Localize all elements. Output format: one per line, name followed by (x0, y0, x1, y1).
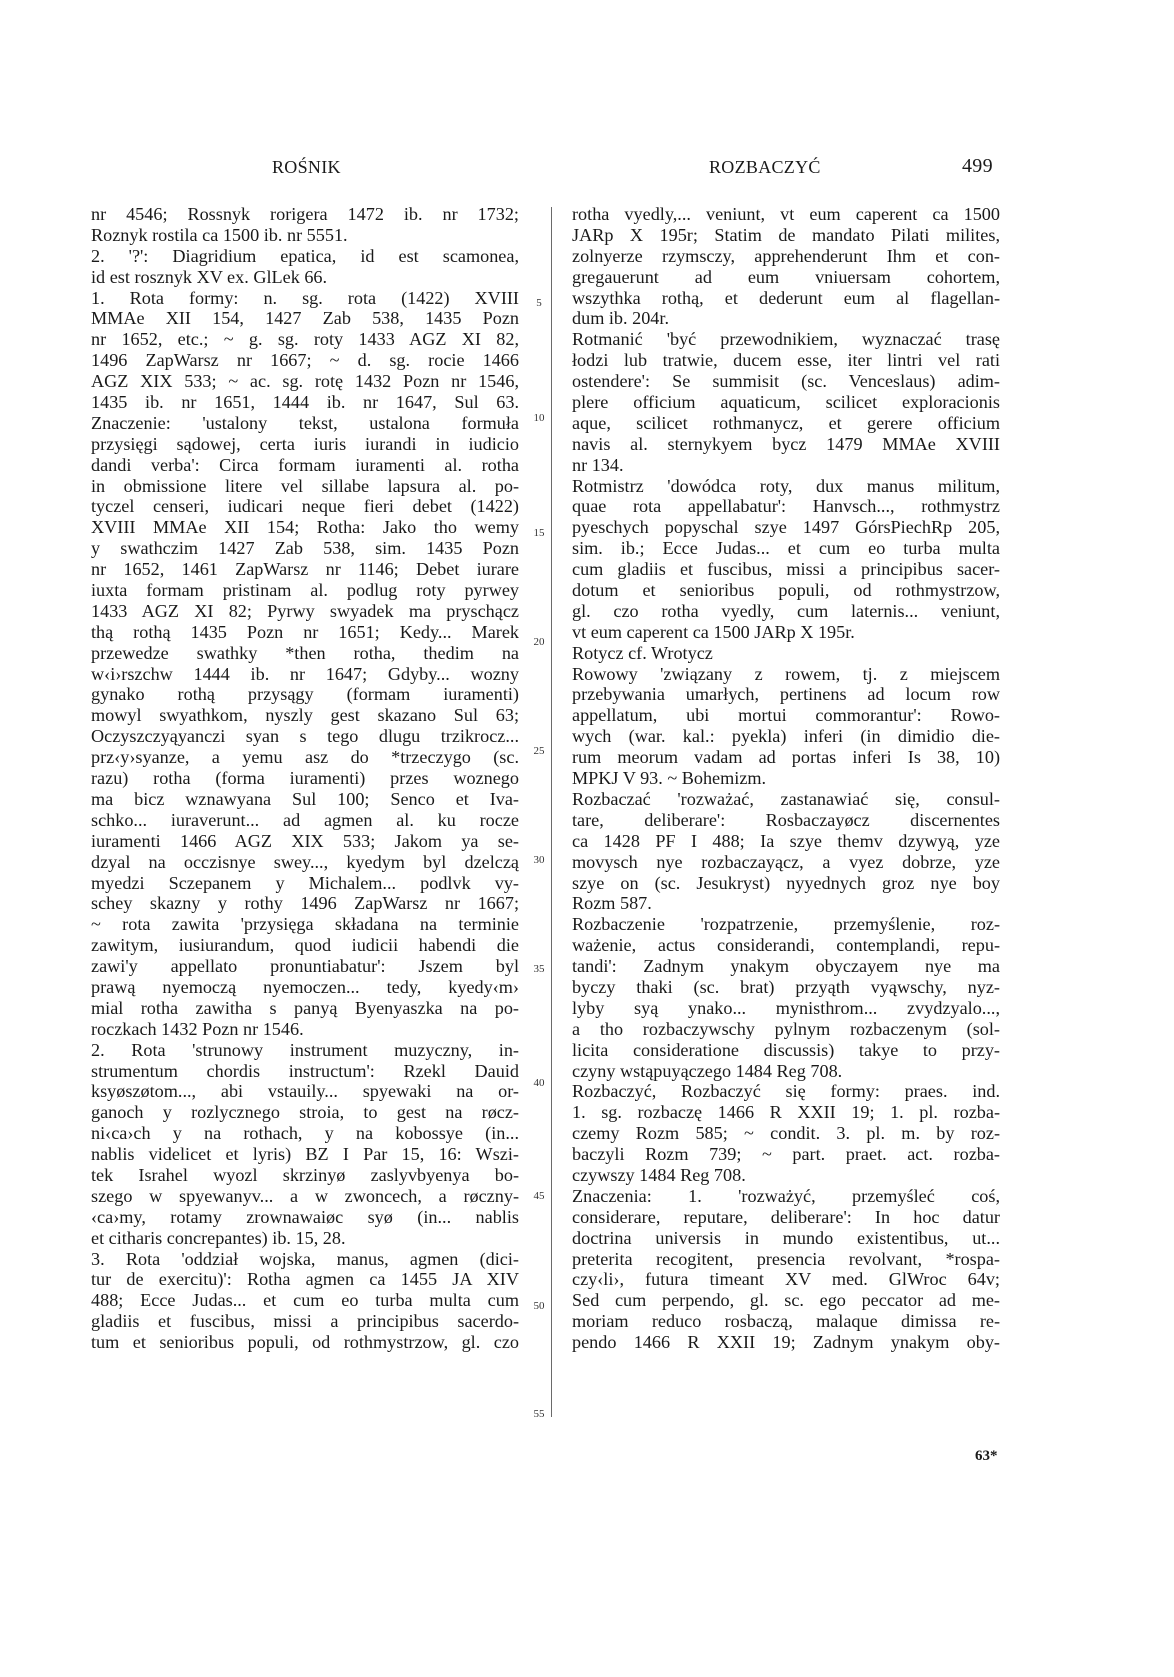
text-line: ‹ca›my, rotamy zrownawaiøc syø (in... nablis (91, 1206, 519, 1227)
text-line: rotha vyedly,... veniunt, vt eum caperent ca 1500 (572, 204, 1000, 224)
text-line: ma bicz wznawyana Sul 100; Senco et Iva- (91, 788, 519, 809)
text-line: sim. ib.; Ecce Judas... et cum eo turba multa (572, 538, 1000, 559)
text-line: vt eum caperent ca 1500 JARp X 195r. (572, 621, 855, 642)
text-line: licita consideratione discussis) takye to przy- (572, 1039, 1000, 1060)
text-line: 1. sg. rozbaczę 1466 R XXII 19; 1. pl. rozba- (572, 1102, 1000, 1123)
text-line: gl. czo rotha vyedly, cum laternis... veniunt, (572, 600, 1000, 621)
text-line: y swathczim 1427 Zab 538, sim. 1435 Pozn (91, 538, 519, 559)
left-column (91, 204, 519, 1353)
text-line: movysch nye rozbaczayącz, a vyez dobrze, yze (572, 851, 1000, 872)
text-line: ca 1428 PF I 488; Ia szye themv dzywyą, yze (572, 830, 1000, 851)
text-line: przysięgi sądowej, certa iuris iurandi in iudicio (91, 433, 519, 454)
text-line: pyeschych popyschal szye 1497 GórsPiechRp 205, (572, 517, 1000, 538)
line-number: 15 (533, 527, 545, 539)
line-number: 35 (533, 963, 545, 975)
text-line: considerare, reputare, deliberare': In hoc datur (572, 1206, 1000, 1227)
text-line: JARp X 195r; Statim de mandato Pilati milites, (572, 224, 1000, 245)
text-line: Rozbaczyć, Rozbaczyć się formy: praes. ind. (572, 1081, 1000, 1102)
text-line: nr 1652, 1461 ZapWarsz nr 1146; Debet iurare (91, 559, 519, 580)
text-line: 1496 ZapWarsz nr 1667; ~ d. sg. rocie 1466 (91, 350, 519, 371)
text-line: nablis videlicet et lyris) BZ I Par 15, 16: Wszi- (91, 1144, 519, 1165)
text-line: ni‹ca›ch y na rothach, y na kobossye (in... (91, 1123, 519, 1144)
text-line: Rozm 587. (572, 893, 652, 914)
text-line: Roznyk rostila ca 1500 ib. nr 5551. (91, 224, 348, 245)
text-line: XVIII MMAe XII 154; Rotha: Jako tho wemy (91, 517, 519, 538)
text-line: dandi verba': Circa formam iuramenti al. rotha (91, 454, 519, 475)
text-line: nr 134. (572, 454, 624, 475)
running-head-left: ROŚNIK (272, 157, 341, 177)
text-line: schey skazny y rothy 1496 ZapWarsz nr 1667; (91, 893, 519, 914)
text-line: gladiis et fuscibus, missi a principibus sacerdo- (91, 1311, 519, 1332)
line-number: 40 (533, 1077, 545, 1089)
line-number: 25 (533, 745, 545, 757)
text-line: rum meorum vadam ad portas inferi Is 38, 10) (572, 747, 1000, 768)
line-number: 5 (536, 297, 542, 309)
text-line: ~ rota zawita 'przysięga składana na terminie (91, 914, 519, 935)
text-line: tare, deliberare': Rosbaczayøcz discernentes (572, 809, 1000, 830)
text-line: MMAe XII 154, 1427 Zab 538, 1435 Pozn (91, 308, 519, 329)
text-line: Rotmistrz 'dowódca roty, dux manus militum, (572, 475, 1000, 496)
text-line: mial rotha zawitha s panyą Byenyaszka na po- (91, 997, 519, 1018)
text-line: Rotycz cf. Wrotycz (572, 642, 713, 663)
text-line: roczkach 1432 Pozn nr 1546. (91, 1018, 304, 1039)
line-number: 10 (533, 412, 545, 424)
text-line: Rozbaczać 'rozważać, zastanawiać się, consul- (572, 788, 1000, 809)
text-line: pendo 1466 R XXII 19; Zadnym ynakym oby- (572, 1332, 1000, 1353)
text-line: dotum et senioribus populi, od rothmystrzow, (572, 580, 1000, 601)
text-line: nr 1652, etc.; ~ g. sg. roty 1433 AGZ XI 82, (91, 329, 519, 350)
text-line: cum gladiis et fuscibus, missi a principibus sacer- (572, 559, 1000, 580)
text-line: 3. Rota 'oddział wojska, manus, agmen (dici- (91, 1248, 519, 1269)
text-line: a tho rozbaczywschy pylnym rozbaczenym (sol- (572, 1018, 1000, 1039)
text-line: thą rothą 1435 Pozn nr 1651; Kedy... Marek (91, 621, 519, 642)
text-line: nr 4546; Rossnyk rorigera 1472 ib. nr 1732; (91, 204, 519, 224)
text-line: ganoch y rozlycznego stroia, to gest na røcz- (91, 1102, 519, 1123)
text-line: strumentum chordis instructum': Rzekl Dauid (91, 1060, 519, 1081)
text-line: myedzi Sczepanem y Michalem... podlvk vy- (91, 872, 519, 893)
column-divider (551, 207, 552, 1417)
text-line: iuramenti 1466 AGZ XIX 533; Jakom ya se- (91, 830, 519, 851)
text-line: 2. Rota 'strunowy instrument muzyczny, in- (91, 1039, 519, 1060)
text-line: czyny wstąpuyączego 1484 Reg 708. (572, 1060, 843, 1081)
text-line: id est rosznyk XV ex. GlLek 66. (91, 266, 328, 287)
text-line: AGZ XIX 533; ~ ac. sg. rotę 1432 Pozn nr 1546, (91, 371, 519, 392)
text-line: 488; Ecce Judas... et cum eo turba multa cum (91, 1290, 519, 1311)
page-number: 499 (962, 155, 993, 177)
text-line: et citharis concrepantes) ib. 15, 28. (91, 1227, 346, 1248)
text-line: wych (war. kal.: pyekla) inferi (in dimidio die- (572, 726, 1000, 747)
text-line: aque, scilicet rothmanycz, et gerere officium (572, 412, 1000, 433)
text-line: plere officium aquaticum, scilicet exploracionis (572, 392, 1000, 413)
text-line: appellatum, ubi mortui commorantur': Rowo- (572, 705, 1000, 726)
text-line: iuxta formam pristinam al. podlug roty pyrwey (91, 580, 519, 601)
text-line: 1. Rota formy: n. sg. rota (1422) XVIII (91, 287, 519, 308)
text-line: 1433 AGZ XI 82; Pyrwy swyadek ma pryschącz (91, 600, 519, 621)
text-line: czy‹li›, futura timeant XV med. GlWroc 64v; (572, 1269, 1000, 1290)
text-line: prz‹y›syanze, a yemu asz do *trzeczygo (sc. (91, 747, 519, 768)
text-line: tandi': Zadnym ynakym obyczayem nye ma (572, 956, 1000, 977)
text-line: Rotmanić 'być przewodnikiem, wyznaczać trasę (572, 329, 1000, 350)
text-line: czywszy 1484 Reg 708. (572, 1164, 746, 1185)
text-line: preterita recogitent, presencia revolvant, *rospa- (572, 1248, 1000, 1269)
text-line: Rowowy 'związany z rowem, tj. z miejscem (572, 663, 1000, 684)
text-line: szye on (sc. Jesukryst) nyyednych groz nye boy (572, 872, 1000, 893)
line-number: 50 (533, 1300, 545, 1312)
text-line: navis al. sternykyem bycz 1479 MMAe XVIII (572, 433, 1000, 454)
text-line: mowyl swyathkom, nyszly gest skazano Sul 63; (91, 705, 519, 726)
text-line: tek Israhel wyozl skrzinyø zaslyvbyenya bo- (91, 1164, 519, 1185)
line-number: 45 (533, 1190, 545, 1202)
running-head-right: ROZBACZYĆ (709, 157, 821, 177)
text-line: Oczyszczyąyanczi syan s tego dlugu trzikrocz... (91, 726, 519, 747)
text-line: przebywania umarłych, pertinens ad locum row (572, 684, 1000, 705)
line-number: 30 (533, 854, 545, 866)
text-line: tum et senioribus populi, od rothmystrzow, gl. czo (91, 1332, 519, 1353)
text-line: quae rota appellabatur': Hanvsch..., rothmystrz (572, 496, 1000, 517)
text-line: Znaczenie: 'ustalony tekst, ustalona formuła (91, 412, 519, 433)
text-line: schko... iuraverunt... ad agmen al. ku rocze (91, 809, 519, 830)
text-line: razu) rotha (forma iuramenti) przes woznego (91, 768, 519, 789)
text-line: ważenie, actus considerandi, contemplandi, repu- (572, 935, 1000, 956)
text-line: gynako rothą przysągy (formam iuramenti) (91, 684, 519, 705)
text-line: baczyli Rozm 739; ~ part. praet. act. rozba- (572, 1144, 1000, 1165)
text-line: Sed cum perpendo, gl. sc. ego peccator ad me- (572, 1290, 1000, 1311)
text-line: tur de exercitu)': Rotha agmen ca 1455 JA XIV (91, 1269, 519, 1290)
text-line: ksyøszøtom..., abi vstauily... spyewaki na or- (91, 1081, 519, 1102)
text-line: Znaczenia: 1. 'rozważyć, przemyśleć coś, (572, 1185, 1000, 1206)
text-line: dum ib. 204r. (572, 308, 670, 329)
text-line: 2. '?': Diagridium epatica, id est scamonea, (91, 245, 519, 266)
text-line: szego w spyewanyv... a w zwoncech, a røczny- (91, 1185, 519, 1206)
text-line: tyczel censeri, iudicari neque fieri debet (1422) (91, 496, 519, 517)
text-line: in obmissione litere vel sillabe lapsura al. po- (91, 475, 519, 496)
line-number: 55 (533, 1408, 545, 1420)
text-line: przewedze swathky *then rotha, thedim na (91, 642, 519, 663)
signature-mark: 63* (975, 1448, 998, 1464)
text-line: moriam reduco rosbaczą, malaque dimissa re- (572, 1311, 1000, 1332)
text-line: wszythka rothą, et dederunt eum al flagellan- (572, 287, 1000, 308)
text-line: lyby syą ynako... mynisthrom... zvydzyalo..., (572, 997, 1000, 1018)
text-line: prawą nyemoczą nyemoczen... tedy, kyedy‹m› (91, 976, 519, 997)
right-column (572, 204, 1000, 1353)
text-line: zawi'y appellato pronuntiabatur': Jszem byl (91, 956, 519, 977)
text-line: zawitym, iusiurandum, quod iudicii habendi die (91, 935, 519, 956)
line-number: 20 (533, 636, 545, 648)
text-line: Rozbaczenie 'rozpatrzenie, przemyślenie, roz- (572, 914, 1000, 935)
text-line: 1435 ib. nr 1651, 1444 ib. nr 1647, Sul 63. (91, 392, 519, 413)
text-line: MPKJ V 93. ~ Bohemizm. (572, 768, 767, 789)
text-line: doctrina universis in mundo existentibus, ut... (572, 1227, 1000, 1248)
text-line: w‹i›rszchw 1444 ib. nr 1647; Gdyby... wozny (91, 663, 519, 684)
text-line: ostendere': Se summisit (sc. Venceslaus) adim- (572, 371, 1000, 392)
text-line: gregauerunt ad eum vniuersam cohortem, (572, 266, 1000, 287)
text-line: czemy Rozm 585; ~ condit. 3. pl. m. by roz- (572, 1123, 1000, 1144)
text-line: dzyal na occzisnye swey..., kyedym byl dzelczą (91, 851, 519, 872)
text-line: łodzi lub tratwie, ducem esse, iter lintri vel rati (572, 350, 1000, 371)
text-line: zolnyerze rzymsczy, apprehenderunt Ihm et con- (572, 245, 1000, 266)
text-line: byczy thaki (sc. brat) przyąth vyąwschy, nyz- (572, 976, 1000, 997)
